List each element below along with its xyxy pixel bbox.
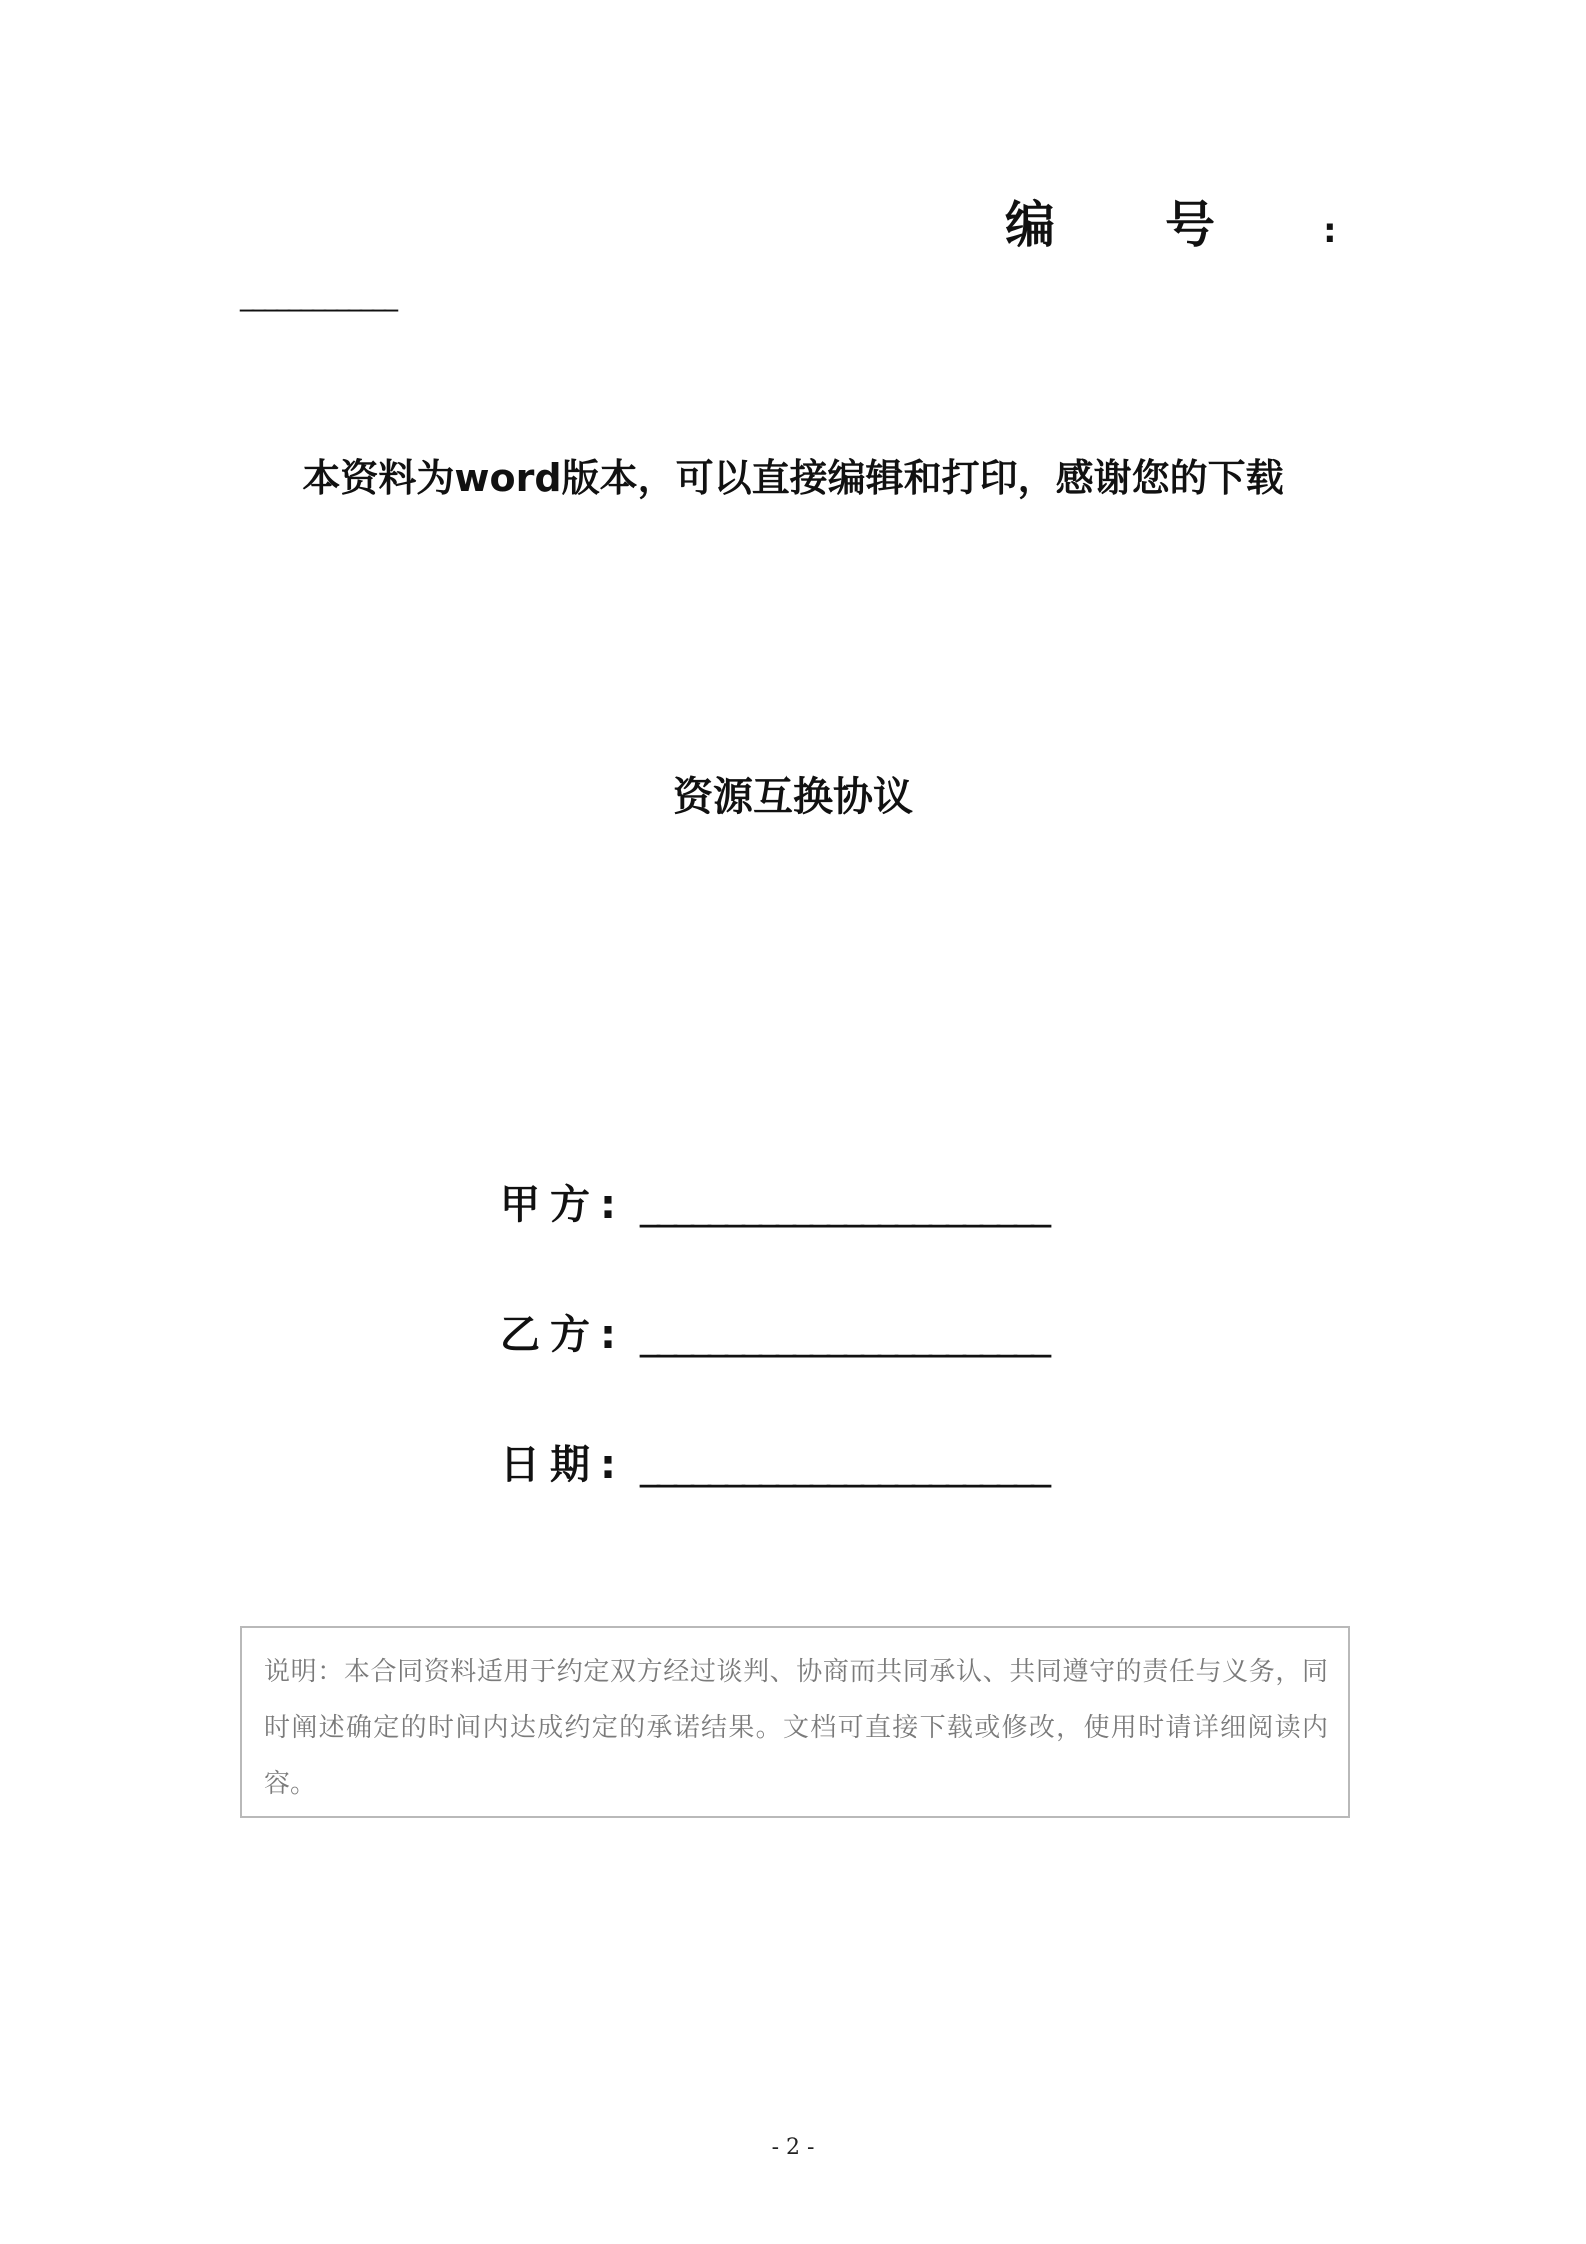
serial-label-char-2: 号: [1165, 196, 1215, 254]
date-blank: ________________________: [640, 1442, 1048, 1488]
party-b-field: [500, 1300, 1048, 1370]
party-b-blank: ________________________: [640, 1312, 1048, 1358]
explanation-box: [240, 1626, 1350, 1818]
party-a-label: 甲方:: [500, 1182, 626, 1228]
date-field: [500, 1430, 1048, 1500]
serial-label-colon: :: [1323, 211, 1337, 251]
explanation-text: 说明：本合同资料适用于约定双方经过谈判、协商而共同承认、共同遵守的责任与义务，同时阐述确定的时间内达成约定的承诺结果。文档可直接下载或修改，使用时请详细阅读内容。: [264, 1657, 1328, 1799]
page-number: - 2 -: [771, 2135, 815, 2160]
party-a-blank: ________________________: [640, 1182, 1048, 1228]
serial-label-char-1: 编: [1005, 196, 1055, 254]
serial-number-heading: [1005, 190, 1345, 270]
document-title: 资源互换协议: [673, 774, 913, 820]
serial-number-blank: _____________: [240, 279, 396, 312]
party-b-label: 乙方:: [500, 1312, 626, 1358]
download-notice: 本资料为word版本，可以直接编辑和打印，感谢您的下载: [302, 456, 1284, 500]
date-label: 日期:: [500, 1442, 626, 1488]
party-a-field: [500, 1170, 1048, 1240]
